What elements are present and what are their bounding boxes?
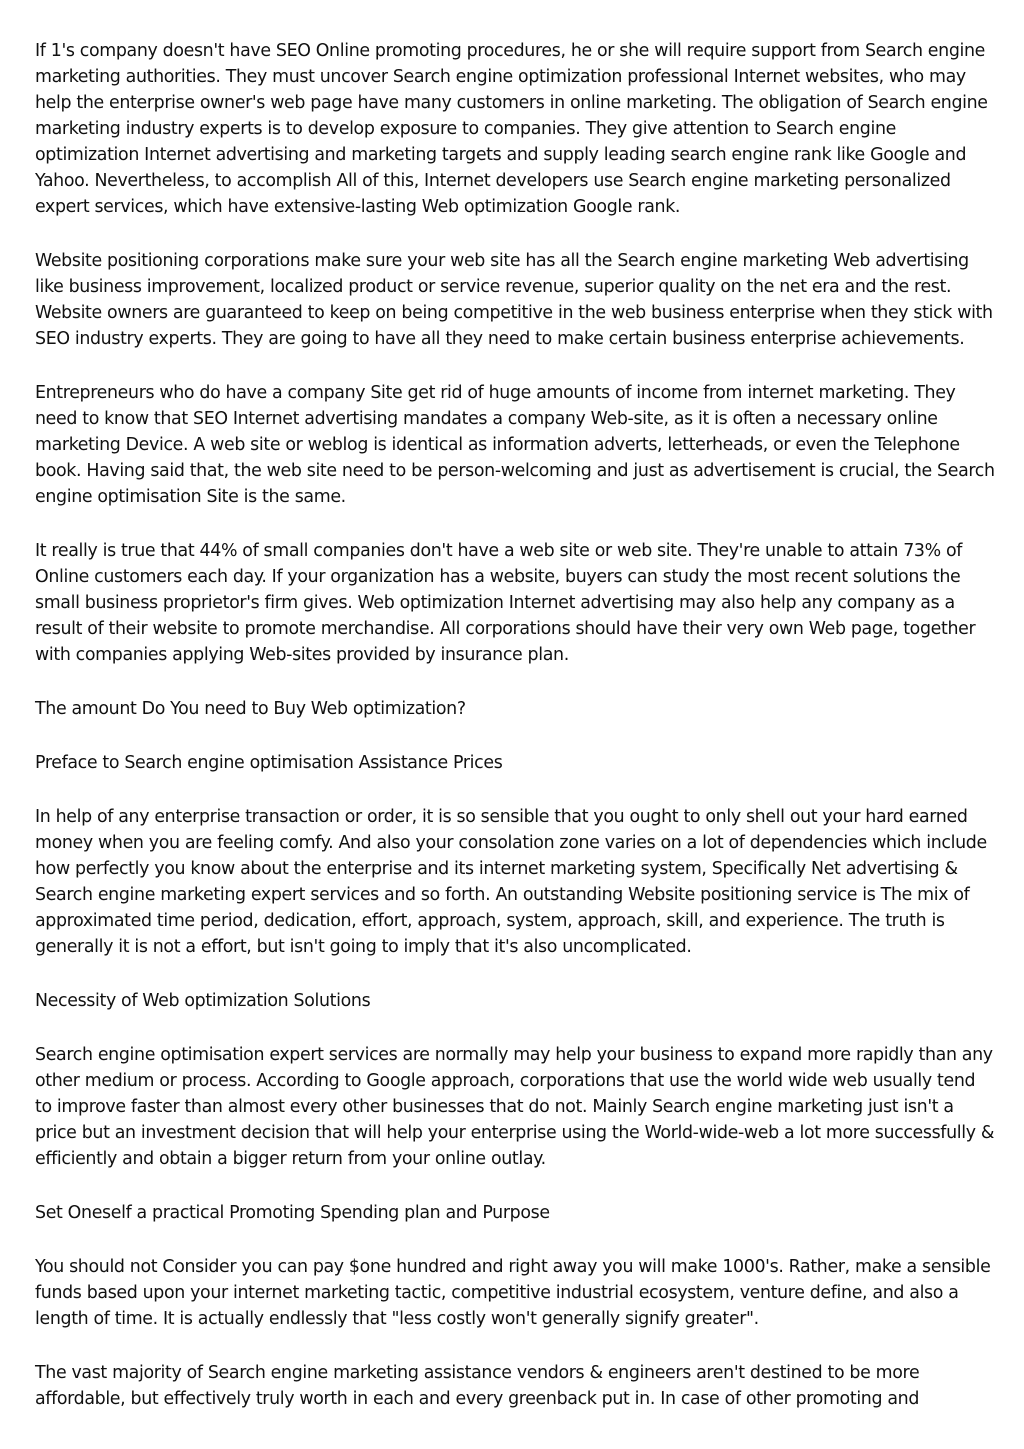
paragraph-help: In help of any enterprise transaction or order, it is so sensible that you ought to only shell out your hard earned money when you are feeling comfy. And also your consolation zone varies on a lot of dependencies which include how perfectly you know about the enterprise and its internet marketing system, Specifically Net advertising & Search engine marketing expert services and so forth. An outstanding Website positioning service is The mix of approximated time period, dedication, effort, approach, system, approach, skill, and experience. The truth is generally it is not a effort, but isn't going to imply that it's also uncomplicated. (35, 807, 987, 957)
document-body (35, 38, 995, 1440)
heading-budget: Set Oneself a practical Promoting Spending plan and Purpose (35, 1203, 550, 1223)
paragraph-vendors: The vast majority of Search engine marketing assistance vendors & engineers aren't destined to be more affordable, but effectively truly worth in each and every greenback put in. In case of other promoting and (35, 1363, 920, 1409)
paragraph-positioning: Website positioning corporations make sure your web site has all the Search engine marketing Web advertising like business improvement, localized product or service revenue, superior quality on the net era and the rest. Website owners are guaranteed to keep on being competitive in the web business enterprise when they stick with SEO industry experts. They are going to have all they need to make certain business enterprise achievements. (35, 251, 993, 349)
paragraph-services: Search engine optimisation expert services are normally may help your business to expand more rapidly than any other medium or process. According to Google approach, corporations that use the world wide web usually tend to improve faster than almost every other businesses that do not. Mainly Search engine marketing just isn't a price but an investment decision that will help your enterprise using the World-wide-web a lot more successfully & efficiently and obtain a bigger return from your online outlay. (35, 1045, 995, 1169)
paragraph-statistics: It really is true that 44% of small companies don't have a web site or web site. They're unable to attain 73% of Online customers each day. If your organization has a website, buyers can study the most recent solutions the small business proprietor's firm gives. Web optimization Internet advertising may also help any company as a result of their website to promote merchandise. All corporations should have their very own Web page, together with companies applying Web-sites provided by insurance plan. (35, 541, 976, 665)
heading-amount: The amount Do You need to Buy Web optimization? (35, 699, 466, 719)
paragraph-entrepreneurs: Entrepreneurs who do have a company Site get rid of huge amounts of income from internet marketing. They need to know that SEO Internet advertising mandates a company Web-site, as it is often a necessary online marketing Device. A web site or weblog is identical as information adverts, letterheads, or even the Telephone book. Having said that, the web site need to be person-welcoming and just as advertisement is crucial, the Search engine optimisation Site is the same. (35, 383, 995, 507)
heading-preface: Preface to Search engine optimisation Assistance Prices (35, 753, 503, 773)
paragraph-intro: If 1's company doesn't have SEO Online promoting procedures, he or she will require support from Search engine marketing authorities. They must uncover Search engine optimization professional Internet websites, who may help the enterprise owner's web page have many customers in online marketing. The obligation of Search engine marketing industry experts is to develop exposure to companies. They give attention to Search engine optimization Internet advertising and marketing targets and supply leading search engine rank like Google and Yahoo. Nevertheless, to accomplish All of this, Internet developers use Search engine marketing personalized expert services, which have extensive-lasting Web optimization Google rank. (35, 41, 988, 217)
heading-necessity: Necessity of Web optimization Solutions (35, 991, 371, 1011)
paragraph-pay: You should not Consider you can pay $one hundred and right away you will make 1000's. Rather, make a sensible funds based upon your internet marketing tactic, competitive industrial ecosystem, venture define, and also a length of time. It is actually endlessly that "less costly won't generally signify greater". (35, 1257, 991, 1329)
